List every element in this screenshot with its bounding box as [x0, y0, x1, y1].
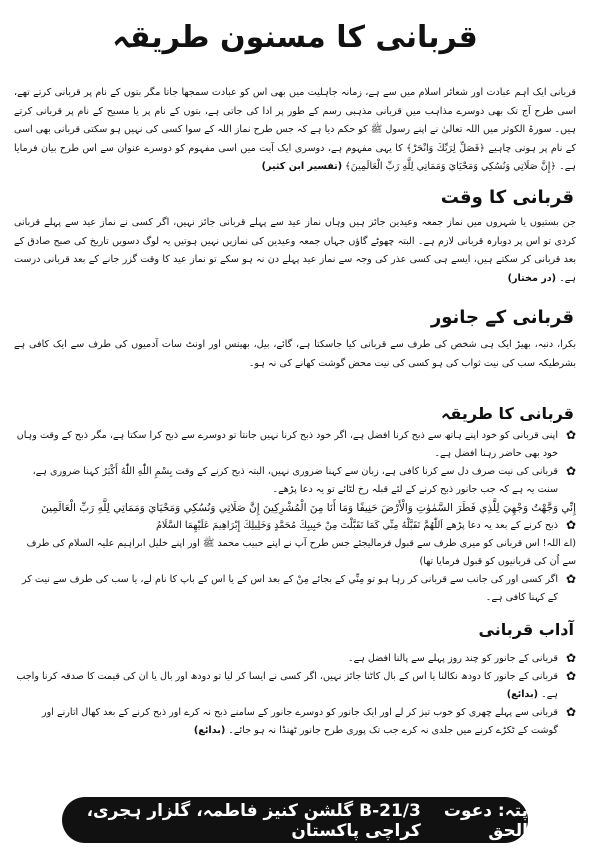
address-text: B-21/3 گلشن کنیز فاطمہ، گلزار ہجری، کراچی پاکستان: [86, 800, 421, 841]
section-heading-animals: قربانی کے جانور: [430, 307, 574, 328]
flower-bullet-icon: ✿: [565, 669, 576, 683]
list-item: ✿ اگر کسی اور کی جانب سے قربانی کر رہا ہو تو مِنِّي کے بجائے مِنْ کے بعد اس کے یا اس کے باپ کا نام لے، یا سب کی طرف سے نیت کر کے کہنا کافی ہے۔: [22, 572, 576, 603]
translation-text: (اے اللہ! اس قربانی کو میری طرف سے قبول فرمالیجئے جس طرح آپ نے اپنے حبیب محمد ﷺ اور اپنے خلیل ابراہیم علیہ السلام کی طرف سے اُن کی قربانیوں کو قبول فرمایا تھا): [26, 538, 576, 567]
flower-bullet-icon: ✿: [565, 464, 576, 478]
address-banner: [62, 797, 528, 843]
flower-bullet-icon: ✿: [565, 518, 576, 532]
list-item: ✿ قربانی کی نیت صرف دل سے کرنا کافی ہے، زبان سے کہنا ضروری نہیں، البتہ ذبح کرنے کے وقت بِسْمِ اللّٰهِ اللّٰهُ أَكْبَرُ کہنا ضروری ہے، سنت یہ ہے کہ جب جانور ذبح کرنے کے لئے قبلہ رخ لٹائے تو یہ دعا پڑھے۔: [32, 464, 576, 495]
time-section: [14, 214, 576, 288]
dua-text: إِنِّي وَجَّهْتُ وَجْهِيَ لِلَّذِي فَطَرَ السَّمٰوٰتِ وَالْأَرْضَ حَنِيفًا وَمَا أَنَا مِنَ الْمُشْرِكِينَ إِنَّ صَلَاتِي وَنُسُكِي وَمَحْيَايَ وَمَمَاتِي لِلَّهِ رَبِّ الْعَالَمِينَ: [41, 502, 576, 514]
list-item: ✿ ذبح کرنے کے بعد یہ دعا پڑھے اَللّٰهُمَّ تَقَبَّلْهُ مِنِّي كَمَا تَقَبَّلْتَ مِنْ حَبِيبِكَ مُحَمَّدٍ وَخَلِيلِكَ إِبْرَاهِيمَ عَلَيْهِمَا السَّلَامُ: [155, 518, 576, 532]
page-title: قربانی کا مسنون طریقہ: [112, 20, 478, 55]
animals-section: [14, 336, 576, 373]
section-heading-etiquette: آداب قربانی: [478, 620, 574, 639]
intro-text: قربانی ایک اہم عبادت اور شعائر اسلام میں سے ہے، زمانہ جاہلیت میں بھی اس کو عبادت سمجھا جاتا مگر بتوں کے نام پر قربانی کرتے تھے، اسی طرح آج تک بھی دوسرے مذاہب میں قربانی مذہبی رسم کے طور پر ادا کی جاتی ہے، بتوں کے نام پر یا مسیح کے نام پر قربانی کرتے ہیں۔ سورۃ الکوثر میں اللہ تعالیٰ نے اپنے رسول ﷺ کو حکم دیا ہے کہ جس طرح نماز اللہ کے سوا کسی کی نہیں ہو سکتی قربانی بھی اسی کے نام پر ہونی چاہیے ﴿فَصَلِّ لِرَبِّكَ وَانْحَرْ﴾ کا یہی مفہوم ہے، دوسری ایک آیت میں اسی مفہوم کو دوسرے عنوان سے اس طرح بیان فرمایا ہے۔ ﴿إِنَّ صَلَاتِي وَنُسُكِي وَمَحْيَايَ وَمَمَاتِي لِلَّهِ رَبِّ الْعَالَمِينَ﴾: [14, 87, 576, 172]
list-item: ✿ قربانی کے جانور کا دودھ نکالنا یا اس کے بال کاٹنا جائز نہیں، اگر کسی نے ایسا کر لیا تو دودھ اور بال یا ان کی قیمت کا صدقہ کرنا واجب ہے۔ (بدائع): [16, 669, 576, 700]
flower-bullet-icon: ✿: [565, 428, 576, 442]
reference: (بدائع): [193, 725, 226, 736]
time-text: جن بستیوں یا شہروں میں نماز جمعہ وعیدین جائز ہیں وہاں نماز عید سے پہلے قربانی جائز نہیں، اگر کسی نے نماز عید سے پہلے قربانی کردی تو اس پر دوبارہ قربانی لازم ہے۔ البتہ چھوٹے گاؤں جہاں جمعہ وعیدین کی نمازیں نہیں ہوتیں یہ لوگ دسویں تاریخ کی صبح صادق کے بعد قربانی کر سکتے ہیں، ایسے ہی کسی عذر کی وجہ سے نماز عید پہلے دن نہ ہو سکے تو نماز عید کا وقت گزر جانے کے بعد قربانی درست ہے۔: [14, 217, 576, 284]
intro-section: [14, 84, 576, 177]
time-reference: (در مختار): [507, 272, 557, 284]
reference: (بدائع): [506, 689, 539, 700]
animals-text: بکرا، دنبہ، بھیڑ ایک ہی شخص کی طرف سے قربانی کیا جاسکتا ہے، گائے، بیل، بھینس اور اونٹ سات آدمیوں کی طرف سے ایک کافی ہے بشرطیکہ سب کی نیت ثواب کی ہو کسی کی نیت محض گوشت کھانے کی نہ ہو۔: [14, 339, 576, 369]
flower-bullet-icon: ✿: [565, 651, 576, 665]
list-item: ✿ قربانی سے پہلے چھری کو خوب تیز کر لے اور ایک جانور کو دوسرے جانور کے سامنے ذبح نہ کرے اور ذبح کرنے کے بعد کھال اتارنے اور گوشت کے ٹکڑے کرنے میں جلدی نہ کرے جب تک پوری طرح جانور ٹھنڈا نہ ہو جائے۔ (بدائع): [41, 705, 576, 736]
section-heading-time: قربانی کا وقت: [440, 187, 574, 208]
address-label: پتہ: دعوت الحق: [443, 800, 528, 841]
flower-bullet-icon: ✿: [565, 705, 576, 719]
method-section: [14, 427, 576, 607]
etiquette-section: [14, 650, 576, 740]
intro-reference: (تفسیر ابن کثیر): [261, 161, 343, 172]
flower-bullet-icon: ✿: [565, 572, 576, 586]
list-item: ✿ اپنی قربانی کو خود اپنے ہاتھ سے ذبح کرنا افضل ہے، اگر خود ذبح کرنا نہیں جانتا تو دوسرے سے ذبح کرا سکتا ہے، مگر ذبح کے وقت وہاں خود بھی حاضر رہنا افضل ہے۔: [16, 428, 576, 459]
section-heading-method: قربانی کا طریقہ: [440, 404, 574, 423]
list-item: ✿ قربانی کے جانور کو چند روز پہلے سے پالنا افضل ہے۔: [347, 651, 576, 665]
